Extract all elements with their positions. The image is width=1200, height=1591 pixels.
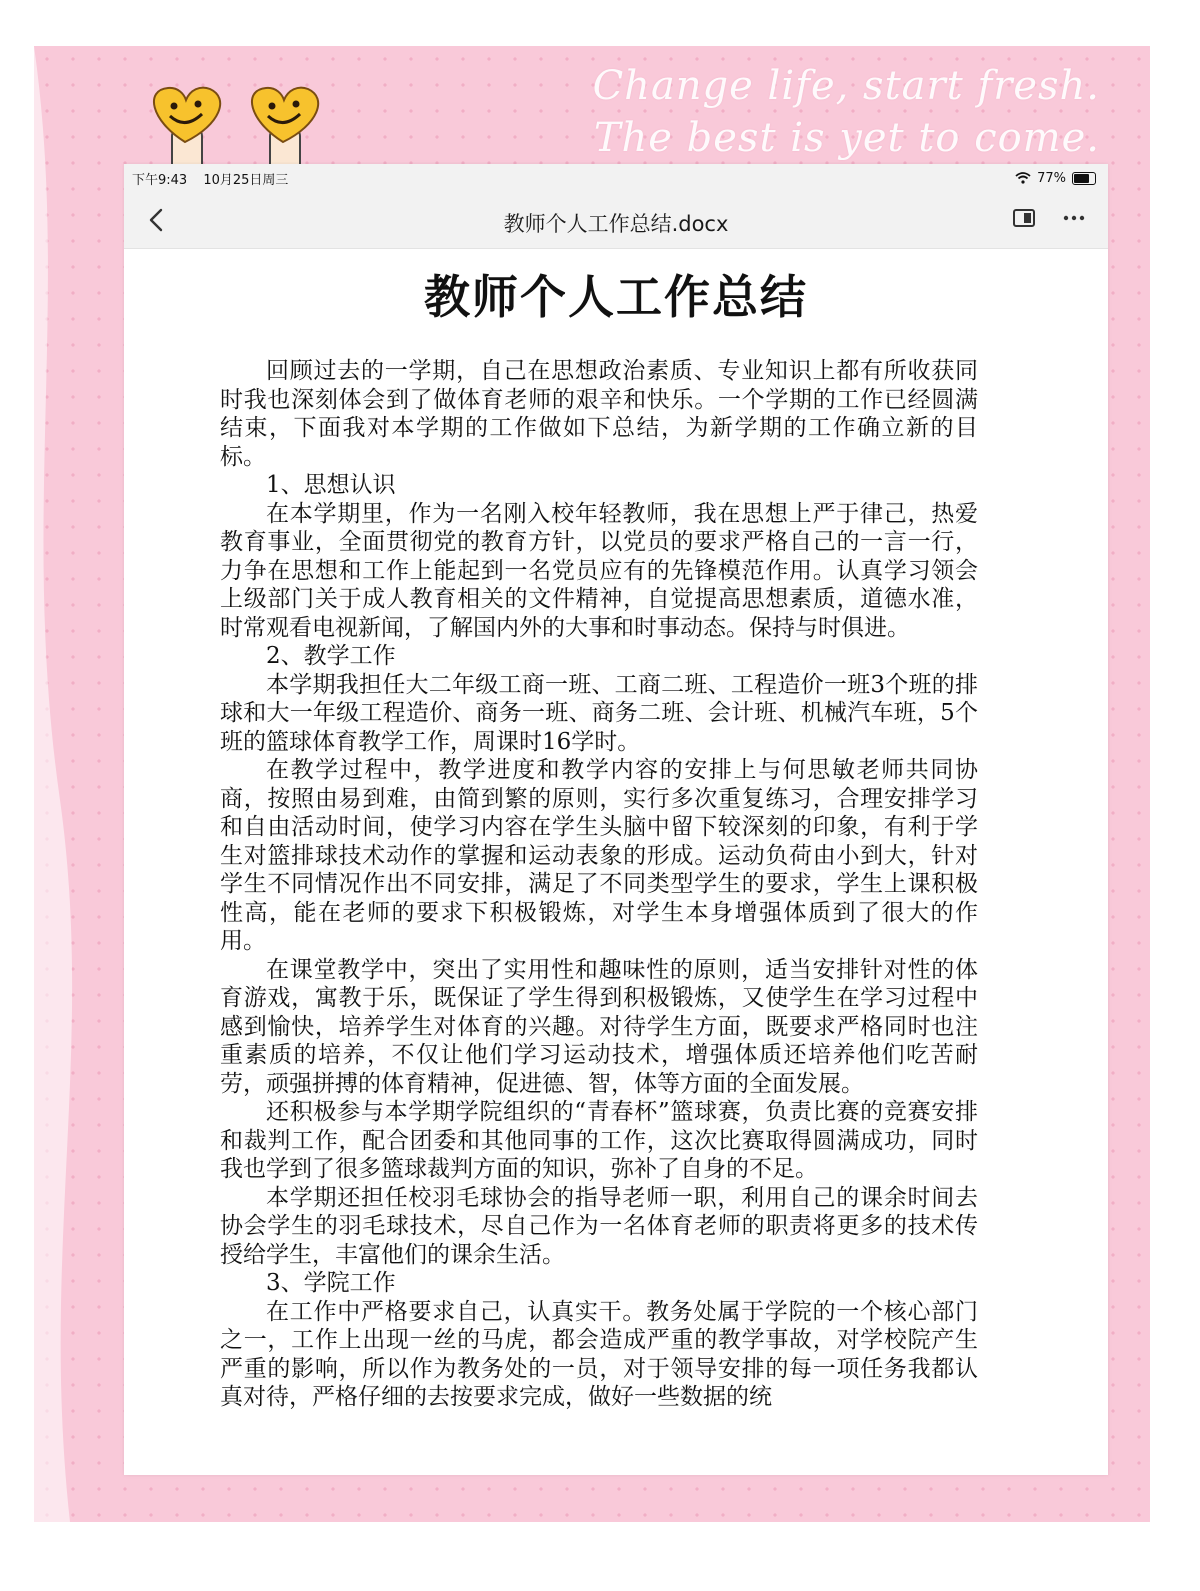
tablet-screenshot (124, 164, 1108, 1475)
section-3-title: 3、学院工作 (266, 1270, 396, 1296)
section-2-paragraph-1: 本学期我担任大二年级工商一班、工商二班、工程造价一班3个班的排球和大一年级工程造价、商务一班、商务二班、会计班、机械汽车班，5个班的篮球体育教学工作，周课时16学时。 (220, 671, 978, 755)
document-navbar (124, 192, 1108, 249)
intro-paragraph: 回顾过去的一学期，自己在思想政治素质、专业知识上都有所收获同时我也深刻体会到了做体育老师的艰辛和快乐。一个学期的工作已经圆满结束，下面我对本学期的工作做如下总结，为新学期的工作确立新的目标。 (220, 358, 978, 470)
decorative-slogan (593, 60, 1100, 164)
section-2-paragraph-5: 本学期还担任校羽毛球协会的指导老师一职，利用自己的课余时间去协会学生的羽毛球技术，尽自己作为一名体育老师的职责将更多的技术传授给学生，丰富他们的课余生活。 (220, 1184, 978, 1268)
section-2-paragraph-3: 在课堂教学中，突出了实用性和趣味性的原则，适当安排针对性的体育游戏，寓教于乐，既保证了学生得到积极锻炼，又使学生在学习过程中感到愉快，培养学生对体育的兴趣。对待学生方面，既要求严格同时也注重素质的培养，不仅让他们学习运动技术，增强体质还培养他们吃苦耐劳，顽强拼搏的体育精神，促进德、智，体等方面的全面发展。 (220, 956, 978, 1097)
more-options-icon[interactable] (1062, 208, 1086, 228)
section-1-title: 1、思想认识 (266, 472, 396, 498)
document-page (124, 249, 1108, 1412)
navbar-actions (1012, 208, 1086, 228)
status-right (1015, 171, 1096, 186)
status-bar (124, 164, 1108, 192)
section-2-title: 2、教学工作 (266, 643, 396, 669)
section-3-paragraph-1: 在工作中严格要求自己，认真实干。教务处属于学院的一个核心部门之一，工作上出现一丝的马虎，都会造成严重的教学事故，对学校院产生严重的影响，所以作为教务处的一员，对于领导安排的每一项任务我都认真对待，严格仔细的去按要求完成，做好一些数据的统 (220, 1298, 978, 1410)
section-1-paragraph-1: 在本学期里，作为一名刚入校年轻教师，我在思想上严于律己，热爱教育事业，全面贯彻党的教育方针，以党员的要求严格自己的一言一行，力争在思想和工作上能起到一名党员应有的先锋模范作用。认真学习领会上级部门关于成人教育相关的文件精神，自觉提高思想素质，道德水准，时常观看电视新闻，了解国内外的大事和时事动态。保持与时俱进。 (220, 500, 978, 641)
status-time: 下午9:43 (132, 172, 188, 188)
battery-percent: 77% (1037, 170, 1066, 186)
slogan-line-1: Change life, start fresh. (592, 63, 1100, 109)
document-heading: 教师个人工作总结 (424, 270, 808, 324)
section-2-paragraph-2: 在教学过程中，教学进度和教学内容的安排上与何思敏老师共同协商，按照由易到难，由简到繁的原则，实行多次重复练习，合理安排学习和自由活动时间，使学习内容在学生头脑中留下较深刻的印象，有利于学生对篮排球技术动作的掌握和运动表象的形成。运动负荷由小到大，针对学生不同情况作出不同安排，满足了不同类型学生的要求，学生上课积极性高，能在老师的要求下积极锻炼，对学生本身增强体质到了很大的作用。 (220, 757, 978, 954)
battery-level (1074, 174, 1089, 183)
battery-icon (1072, 172, 1096, 185)
status-date: 10月25日周三 (203, 172, 289, 188)
status-left (132, 169, 300, 188)
document-body (124, 357, 1108, 1412)
wifi-icon (1015, 172, 1031, 184)
reading-mode-icon[interactable] (1012, 208, 1036, 228)
slogan-line-2: The best is yet to come. (593, 115, 1100, 161)
section-2-paragraph-4: 还积极参与本学期学院组织的“青春杯”篮球赛，负责比赛的竞赛安排和裁判工作，配合团委和其他同事的工作，这次比赛取得圆满成功，同时我也学到了很多篮球裁判方面的知识，弥补了自身的不足。 (220, 1099, 978, 1182)
document-title: 教师个人工作总结.docx (503, 212, 729, 236)
